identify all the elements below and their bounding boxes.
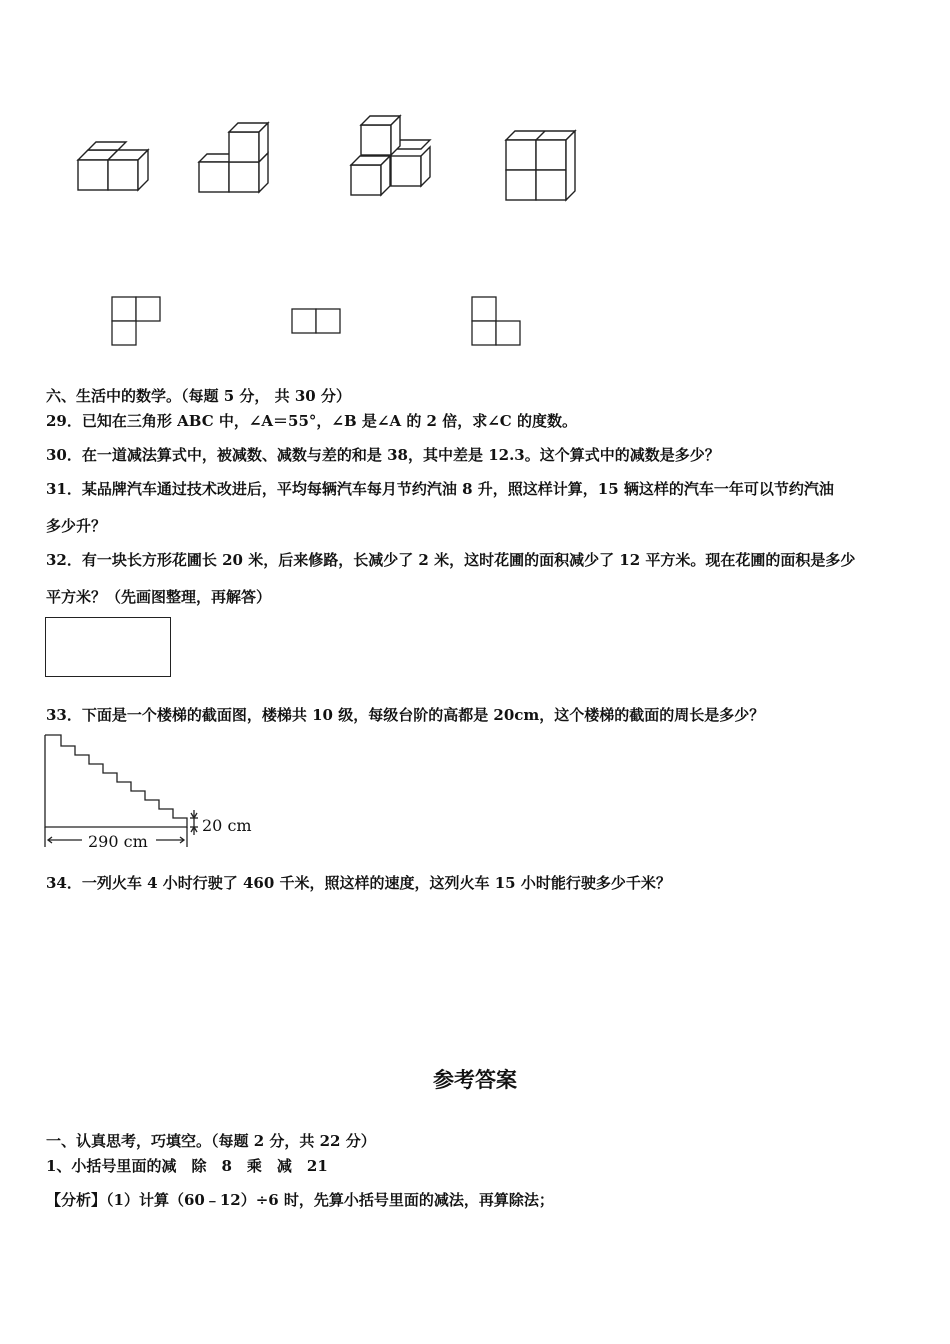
cube-figure-4 [506, 131, 575, 200]
answer-section-1: 一、认真思考，巧填空。（每题 2 分，共 22 分） [46, 1132, 376, 1150]
stair-height-label: 20 cm [202, 816, 252, 835]
cube-figure-2 [199, 123, 268, 192]
stair-outline [45, 735, 187, 827]
question-29: 29．已知在三角形 ABC 中，∠A＝55°，∠B 是∠A 的 2 倍，求∠C 的度数。 [46, 412, 577, 430]
view-shape-2 [292, 309, 340, 333]
analysis-line [46, 1189, 554, 1210]
question-30: 30．在一道减法算式中，被减数、减数与差的和是 38，其中差是 12.3。这个算式中的减数是多少？ [46, 446, 720, 464]
answer-title: 参考答案 [433, 1067, 517, 1092]
question-34: 34．一列火车 4 小时行驶了 460 千米，照这样的速度，这列火车 15 小时能行驶多少千米？ [46, 874, 671, 892]
analysis-tag: 【分析】 [46, 1191, 107, 1209]
drawing-box [45, 617, 171, 677]
analysis-text: （1）计算（60﹣12）÷6 时，先算小括号里面的减法，再算除法； [106, 1191, 554, 1209]
question-33: 33．下面是一个楼梯的截面图，楼梯共 10 级，每级台阶的高都是 20cm，这个楼梯的截面的周长是多少？ [46, 706, 765, 724]
cube-figures [60, 110, 600, 210]
cube-figure-3 [351, 116, 430, 195]
question-32-line-2: 平方米？（先画图整理，再解答） [46, 588, 272, 606]
answer-1: 1、小括号里面的减 除 8 乘 减 21 [46, 1157, 328, 1175]
section-6-header: 六、生活中的数学。（每题 5 分， 共 30 分） [46, 387, 351, 405]
question-32-line-1: 32．有一块长方形花圃长 20 米，后来修路，长减少了 2 米，这时花圃的面积减少了 12 平方米。现在花圃的面积是多少 [46, 551, 856, 569]
view-shapes [100, 290, 540, 350]
question-31-line-2: 多少升？ [46, 517, 107, 535]
view-shape-3 [472, 297, 520, 345]
stair-diagram [40, 730, 270, 855]
cube-figure-1 [78, 142, 148, 190]
stair-width-label: 290 cm [88, 832, 148, 851]
view-shape-1 [112, 297, 160, 345]
question-31-line-1: 31．某品牌汽车通过技术改进后，平均每辆汽车每月节约汽油 8 升，照这样计算，15 辆这样的汽车一年可以节约汽油 [46, 480, 834, 498]
